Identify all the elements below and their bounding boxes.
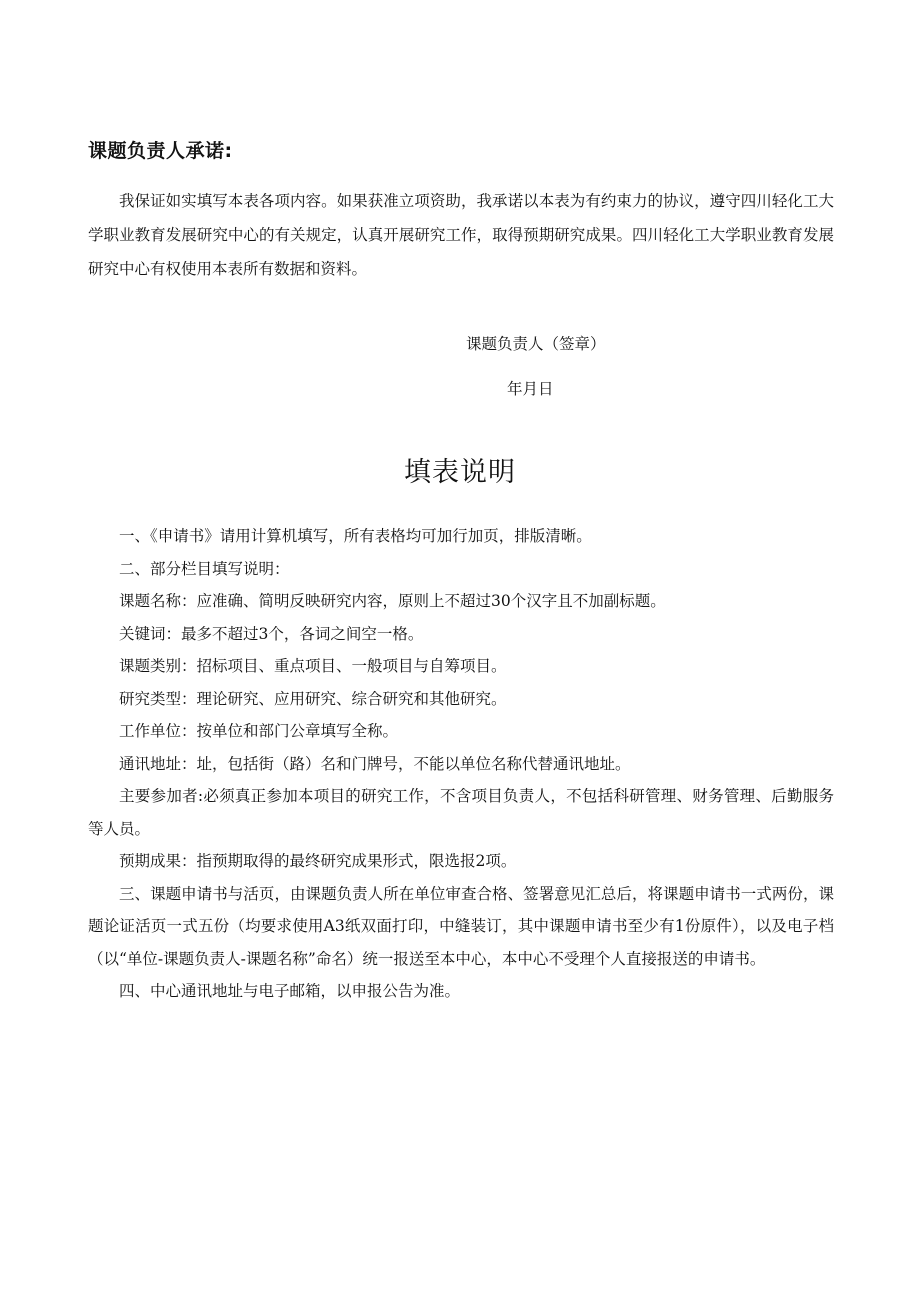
instruction-item: 研究类型：理论研究、应用研究、综合研究和其他研究。 — [119, 689, 507, 708]
instruction-item: 课题类别：招标项目、重点项目、一般项目与自筹项目。 — [119, 657, 507, 675]
instruction-item: 预期成果：指预期取得的最终研究成果形式，限选报2项。 — [119, 852, 517, 870]
instruction-item: 关键词：最多不超过3个，各词之间空一格。 — [119, 624, 424, 643]
instructions-list — [88, 520, 834, 1008]
instruction-item: 二、部分栏目填写说明： — [119, 559, 290, 578]
instruction-item: 工作单位：按单位和部门公章填写全称。 — [119, 722, 399, 740]
instruction-item: 通讯地址：址，包括街（路）名和门牌号，不能以单位名称代替通讯地址。 — [119, 754, 631, 773]
instructions-title: 填表说明 — [404, 457, 516, 488]
instruction-item: 三、课题申请书与活页，由课题负责人所在单位审查合格、签署意见汇总后，将课题申请书一式两份，课题论证活页一式五份（均要求使用A3纸双面打印，中缝装订，其中课题申请书至少有1份原件），以及电子档（以“单位-课题负责人-课题名称”命名）统一报送至本中心，本中心不受理个人直接报送的申请书。 — [88, 884, 834, 968]
pledge-heading: 课题负责人承诺: — [88, 140, 233, 162]
instruction-item: 主要参加者:必须真正参加本项目的研究工作，不含项目负责人，不包括科研管理、财务管理、后勤服务等人员。 — [88, 787, 834, 838]
pledge-body: 我保证如实填写本表各项内容。如果获准立项资助，我承诺以本表为有约束力的协议，遵守四川轻化工大学职业教育发展研究中心的有关规定，认真开展研究工作，取得预期研究成果。四川轻化工大学职业教育发展研究中心有权使用本表所有数据和资料。 — [88, 192, 834, 278]
instruction-item: 课题名称：应准确、简明反映研究内容，原则上不超过30个汉字且不加副标题。 — [119, 592, 666, 610]
instruction-item: 四、中心通讯地址与电子邮箱，以申报公告为准。 — [119, 982, 461, 1000]
signature-label: 课题负责人（签章） — [466, 335, 606, 353]
instruction-item: 一、《申请书》请用计算机填写，所有表格均可加行加页，排版清晰。 — [119, 527, 592, 545]
date-label: 年月日 — [507, 380, 554, 398]
